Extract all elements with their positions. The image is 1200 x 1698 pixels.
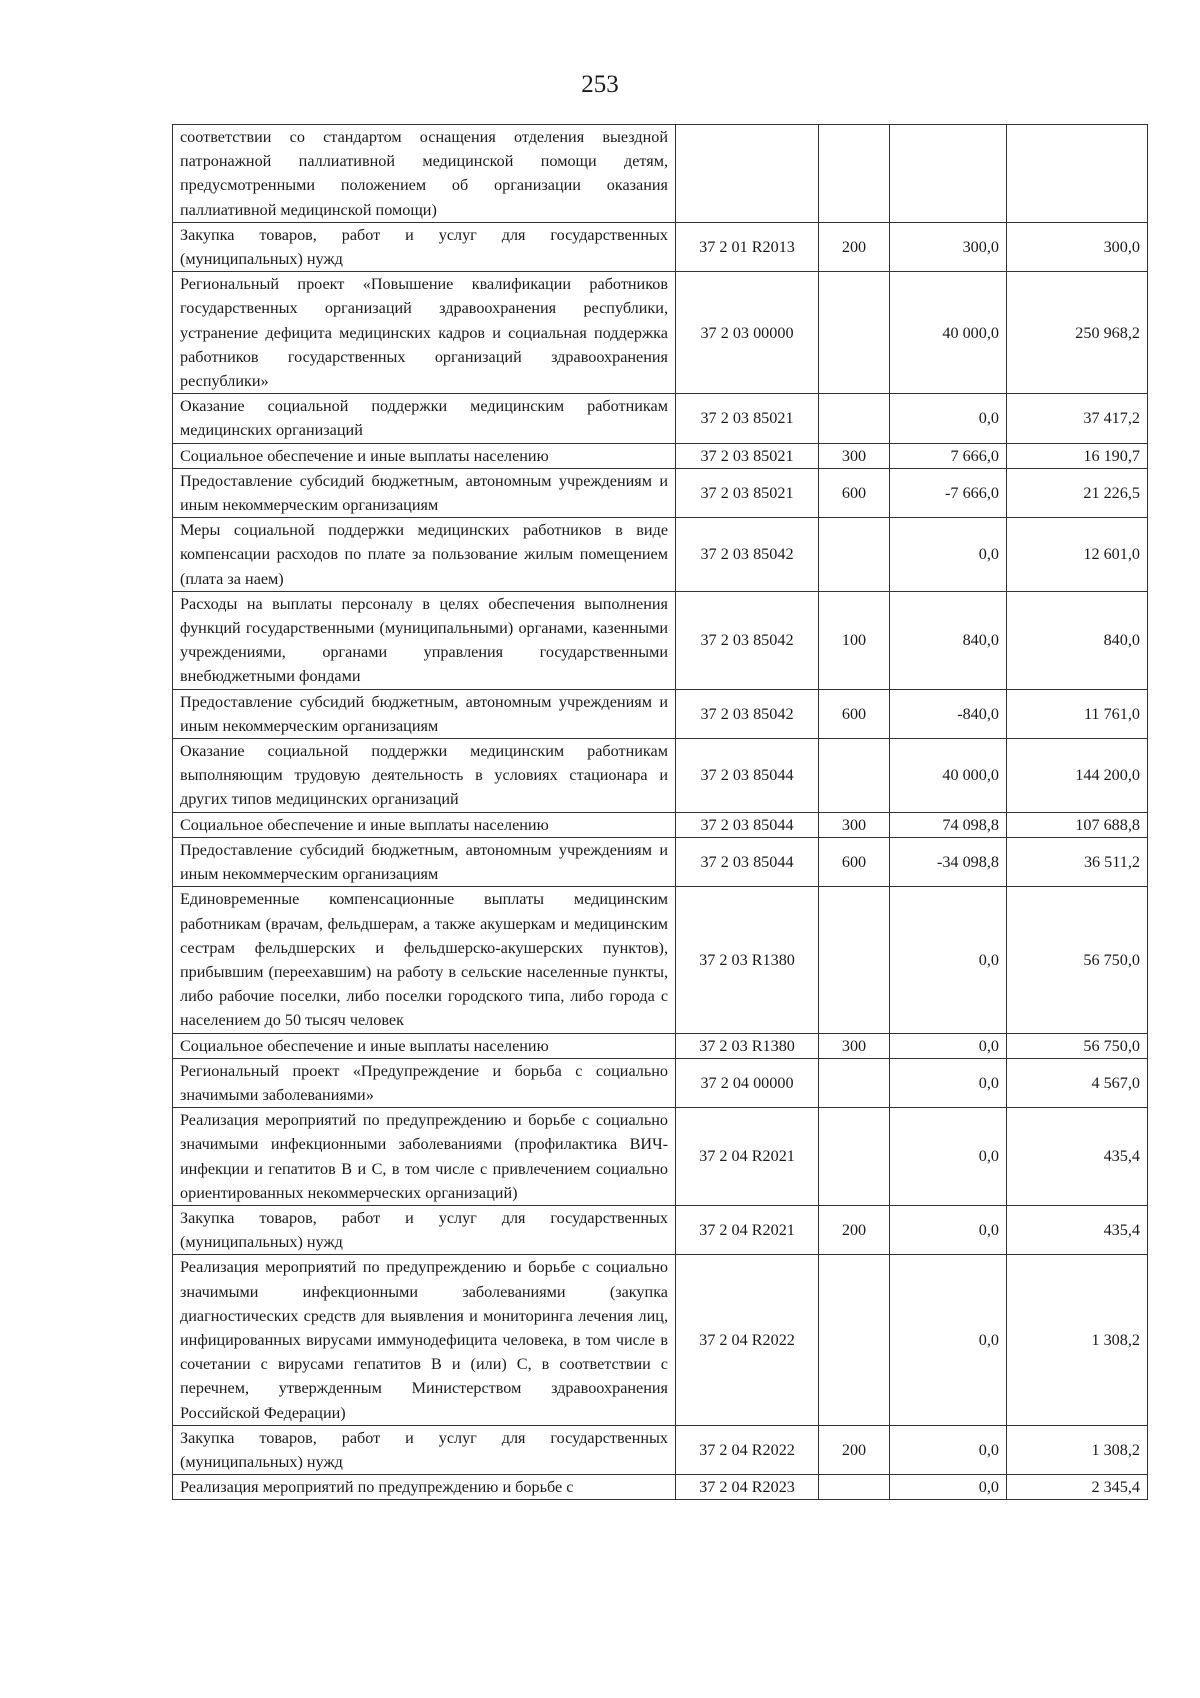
row-amount-change: 840,0 bbox=[890, 591, 1007, 689]
row-code: 37 2 04 R2023 bbox=[676, 1475, 819, 1500]
table-row bbox=[173, 689, 1148, 738]
row-amount-total: 435,4 bbox=[1007, 1205, 1148, 1254]
table-row bbox=[173, 1108, 1148, 1206]
row-amount-total: 300,0 bbox=[1007, 222, 1148, 271]
row-amount-change: 40 000,0 bbox=[890, 739, 1007, 813]
row-amount-total: 12 601,0 bbox=[1007, 518, 1148, 592]
row-amount-change: 0,0 bbox=[890, 1058, 1007, 1107]
row-amount-total: 250 968,2 bbox=[1007, 272, 1148, 394]
row-name: Реализация мероприятий по предупреждению и борьбе с bbox=[173, 1475, 676, 1500]
row-name: Предоставление субсидий бюджетным, автономным учреждениям и иным некоммерческим организациям bbox=[173, 689, 676, 738]
row-code: 37 2 03 85044 bbox=[676, 812, 819, 837]
row-amount-total: 4 567,0 bbox=[1007, 1058, 1148, 1107]
row-amount-total: 1 308,2 bbox=[1007, 1425, 1148, 1474]
row-amount-total: 107 688,8 bbox=[1007, 812, 1148, 837]
row-expense-type: 600 bbox=[819, 689, 890, 738]
row-expense-type: 300 bbox=[819, 443, 890, 468]
table-row bbox=[173, 887, 1148, 1033]
row-code: 37 2 01 R2013 bbox=[676, 222, 819, 271]
row-expense-type bbox=[819, 739, 890, 813]
table-row bbox=[173, 443, 1148, 468]
row-amount-total: 435,4 bbox=[1007, 1108, 1148, 1206]
row-name: Единовременные компенсационные выплаты медицинским работникам (врачам, фельдшерам, а также акушеркам и медицинским сестрам фельдшерских и фельдшерско-акушерских пунктов), прибывшим (переехавшим) на работу в сельские населенные пункты, либо рабочие поселки, либо поселки городского типа, либо города с населением до 50 тысяч человек bbox=[173, 887, 676, 1033]
table-row bbox=[173, 1205, 1148, 1254]
row-code: 37 2 03 R1380 bbox=[676, 1033, 819, 1058]
row-amount-change: 0,0 bbox=[890, 518, 1007, 592]
row-code: 37 2 03 85042 bbox=[676, 591, 819, 689]
row-amount-total: 11 761,0 bbox=[1007, 689, 1148, 738]
row-expense-type bbox=[819, 1475, 890, 1500]
row-code: 37 2 03 85021 bbox=[676, 468, 819, 517]
table-row bbox=[173, 837, 1148, 886]
row-name: Закупка товаров, работ и услуг для государственных (муниципальных) нужд bbox=[173, 1425, 676, 1474]
row-expense-type: 300 bbox=[819, 1033, 890, 1058]
row-name: Региональный проект «Повышение квалификации работников государственных организаций здравоохранения республики, устранение дефицита медицинских кадров и социальная поддержка работников государственных организаций здравоохранения республики» bbox=[173, 272, 676, 394]
row-name: Реализация мероприятий по предупреждению и борьбе с социально значимыми инфекционными заболеваниями (закупка диагностических средств для выявления и мониторинга лечения лиц, инфицированных вирусами иммунодефицита человека, в том числе в сочетании с вирусами гепатитов B и (или) C, в соответствии с перечнем, утвержденным Министерством здравоохранения Российской Федерации) bbox=[173, 1255, 676, 1425]
row-name: Социальное обеспечение и иные выплаты населению bbox=[173, 443, 676, 468]
row-amount-change bbox=[890, 125, 1007, 223]
row-code: 37 2 04 R2021 bbox=[676, 1205, 819, 1254]
table-row bbox=[173, 468, 1148, 517]
row-code: 37 2 04 R2022 bbox=[676, 1425, 819, 1474]
table-row bbox=[173, 394, 1148, 443]
table-row bbox=[173, 591, 1148, 689]
row-name: Оказание социальной поддержки медицинским работникам медицинских организаций bbox=[173, 394, 676, 443]
row-amount-change: 0,0 bbox=[890, 887, 1007, 1033]
row-expense-type bbox=[819, 1058, 890, 1107]
table-row bbox=[173, 1255, 1148, 1425]
row-code: 37 2 03 00000 bbox=[676, 272, 819, 394]
row-amount-total: 21 226,5 bbox=[1007, 468, 1148, 517]
row-amount-total: 1 308,2 bbox=[1007, 1255, 1148, 1425]
row-amount-total: 144 200,0 bbox=[1007, 739, 1148, 813]
table-row bbox=[173, 812, 1148, 837]
row-amount-total: 840,0 bbox=[1007, 591, 1148, 689]
row-code: 37 2 03 R1380 bbox=[676, 887, 819, 1033]
row-name: Социальное обеспечение и иные выплаты населению bbox=[173, 812, 676, 837]
row-expense-type: 600 bbox=[819, 837, 890, 886]
row-amount-change: 40 000,0 bbox=[890, 272, 1007, 394]
row-code: 37 2 03 85021 bbox=[676, 443, 819, 468]
row-amount-change: -840,0 bbox=[890, 689, 1007, 738]
row-code: 37 2 03 85044 bbox=[676, 837, 819, 886]
row-expense-type bbox=[819, 125, 890, 223]
row-expense-type bbox=[819, 272, 890, 394]
row-name: Предоставление субсидий бюджетным, автономным учреждениям и иным некоммерческим организациям bbox=[173, 468, 676, 517]
table-row bbox=[173, 125, 1148, 223]
row-amount-change: 0,0 bbox=[890, 394, 1007, 443]
row-code: 37 2 04 R2022 bbox=[676, 1255, 819, 1425]
table-row bbox=[173, 1058, 1148, 1107]
row-expense-type: 100 bbox=[819, 591, 890, 689]
row-amount-change: 0,0 bbox=[890, 1108, 1007, 1206]
row-amount-total bbox=[1007, 125, 1148, 223]
row-code: 37 2 03 85042 bbox=[676, 518, 819, 592]
budget-table bbox=[172, 124, 1148, 1500]
row-code: 37 2 03 85042 bbox=[676, 689, 819, 738]
table-body bbox=[173, 125, 1148, 1500]
row-amount-change: 0,0 bbox=[890, 1255, 1007, 1425]
row-amount-change: 0,0 bbox=[890, 1205, 1007, 1254]
page-number: 253 bbox=[581, 71, 619, 98]
row-name: соответствии со стандартом оснащения отделения выездной патронажной паллиативной медицинской помощи детям, предусмотренными положением об организации оказания паллиативной медицинской помощи) bbox=[173, 125, 676, 223]
row-amount-total: 36 511,2 bbox=[1007, 837, 1148, 886]
row-name: Меры социальной поддержки медицинских работников в виде компенсации расходов по плате за пользование жилым помещением (плата за наем) bbox=[173, 518, 676, 592]
row-expense-type bbox=[819, 518, 890, 592]
row-name: Реализация мероприятий по предупреждению и борьбе с социально значимыми инфекционными заболеваниями (профилактика ВИЧ-инфекции и гепатитов B и C, в том числе с привлечением социально ориентированных некоммерческих организаций) bbox=[173, 1108, 676, 1206]
row-expense-type bbox=[819, 1255, 890, 1425]
row-amount-change: 0,0 bbox=[890, 1033, 1007, 1058]
row-amount-change: 0,0 bbox=[890, 1475, 1007, 1500]
row-amount-change: 7 666,0 bbox=[890, 443, 1007, 468]
row-amount-change: -7 666,0 bbox=[890, 468, 1007, 517]
row-name: Закупка товаров, работ и услуг для государственных (муниципальных) нужд bbox=[173, 1205, 676, 1254]
row-amount-change: -34 098,8 bbox=[890, 837, 1007, 886]
table-row bbox=[173, 272, 1148, 394]
table-row bbox=[173, 1475, 1148, 1500]
row-amount-total: 2 345,4 bbox=[1007, 1475, 1148, 1500]
row-expense-type: 200 bbox=[819, 222, 890, 271]
row-name: Предоставление субсидий бюджетным, автономным учреждениям и иным некоммерческим организациям bbox=[173, 837, 676, 886]
row-expense-type: 200 bbox=[819, 1425, 890, 1474]
row-expense-type bbox=[819, 1108, 890, 1206]
row-expense-type: 300 bbox=[819, 812, 890, 837]
row-amount-total: 16 190,7 bbox=[1007, 443, 1148, 468]
row-amount-total: 56 750,0 bbox=[1007, 1033, 1148, 1058]
row-expense-type: 200 bbox=[819, 1205, 890, 1254]
row-expense-type bbox=[819, 394, 890, 443]
row-amount-change: 74 098,8 bbox=[890, 812, 1007, 837]
row-amount-total: 37 417,2 bbox=[1007, 394, 1148, 443]
row-code: 37 2 04 00000 bbox=[676, 1058, 819, 1107]
row-code: 37 2 03 85021 bbox=[676, 394, 819, 443]
row-name: Закупка товаров, работ и услуг для государственных (муниципальных) нужд bbox=[173, 222, 676, 271]
row-name: Расходы на выплаты персоналу в целях обеспечения выполнения функций государственными (муниципальными) органами, казенными учреждениями, органами управления государственными внебюджетными фондами bbox=[173, 591, 676, 689]
row-code: 37 2 03 85044 bbox=[676, 739, 819, 813]
table-row bbox=[173, 518, 1148, 592]
row-amount-change: 300,0 bbox=[890, 222, 1007, 271]
row-code bbox=[676, 125, 819, 223]
row-name: Оказание социальной поддержки медицинским работникам выполняющим трудовую деятельность в условиях стационара и других типов медицинских организаций bbox=[173, 739, 676, 813]
table-row bbox=[173, 222, 1148, 271]
row-expense-type bbox=[819, 887, 890, 1033]
row-name: Региональный проект «Предупреждение и борьба с социально значимыми заболеваниями» bbox=[173, 1058, 676, 1107]
row-amount-total: 56 750,0 bbox=[1007, 887, 1148, 1033]
table-row bbox=[173, 739, 1148, 813]
table-row bbox=[173, 1033, 1148, 1058]
row-expense-type: 600 bbox=[819, 468, 890, 517]
row-name: Социальное обеспечение и иные выплаты населению bbox=[173, 1033, 676, 1058]
row-amount-change: 0,0 bbox=[890, 1425, 1007, 1474]
row-code: 37 2 04 R2021 bbox=[676, 1108, 819, 1206]
table-row bbox=[173, 1425, 1148, 1474]
